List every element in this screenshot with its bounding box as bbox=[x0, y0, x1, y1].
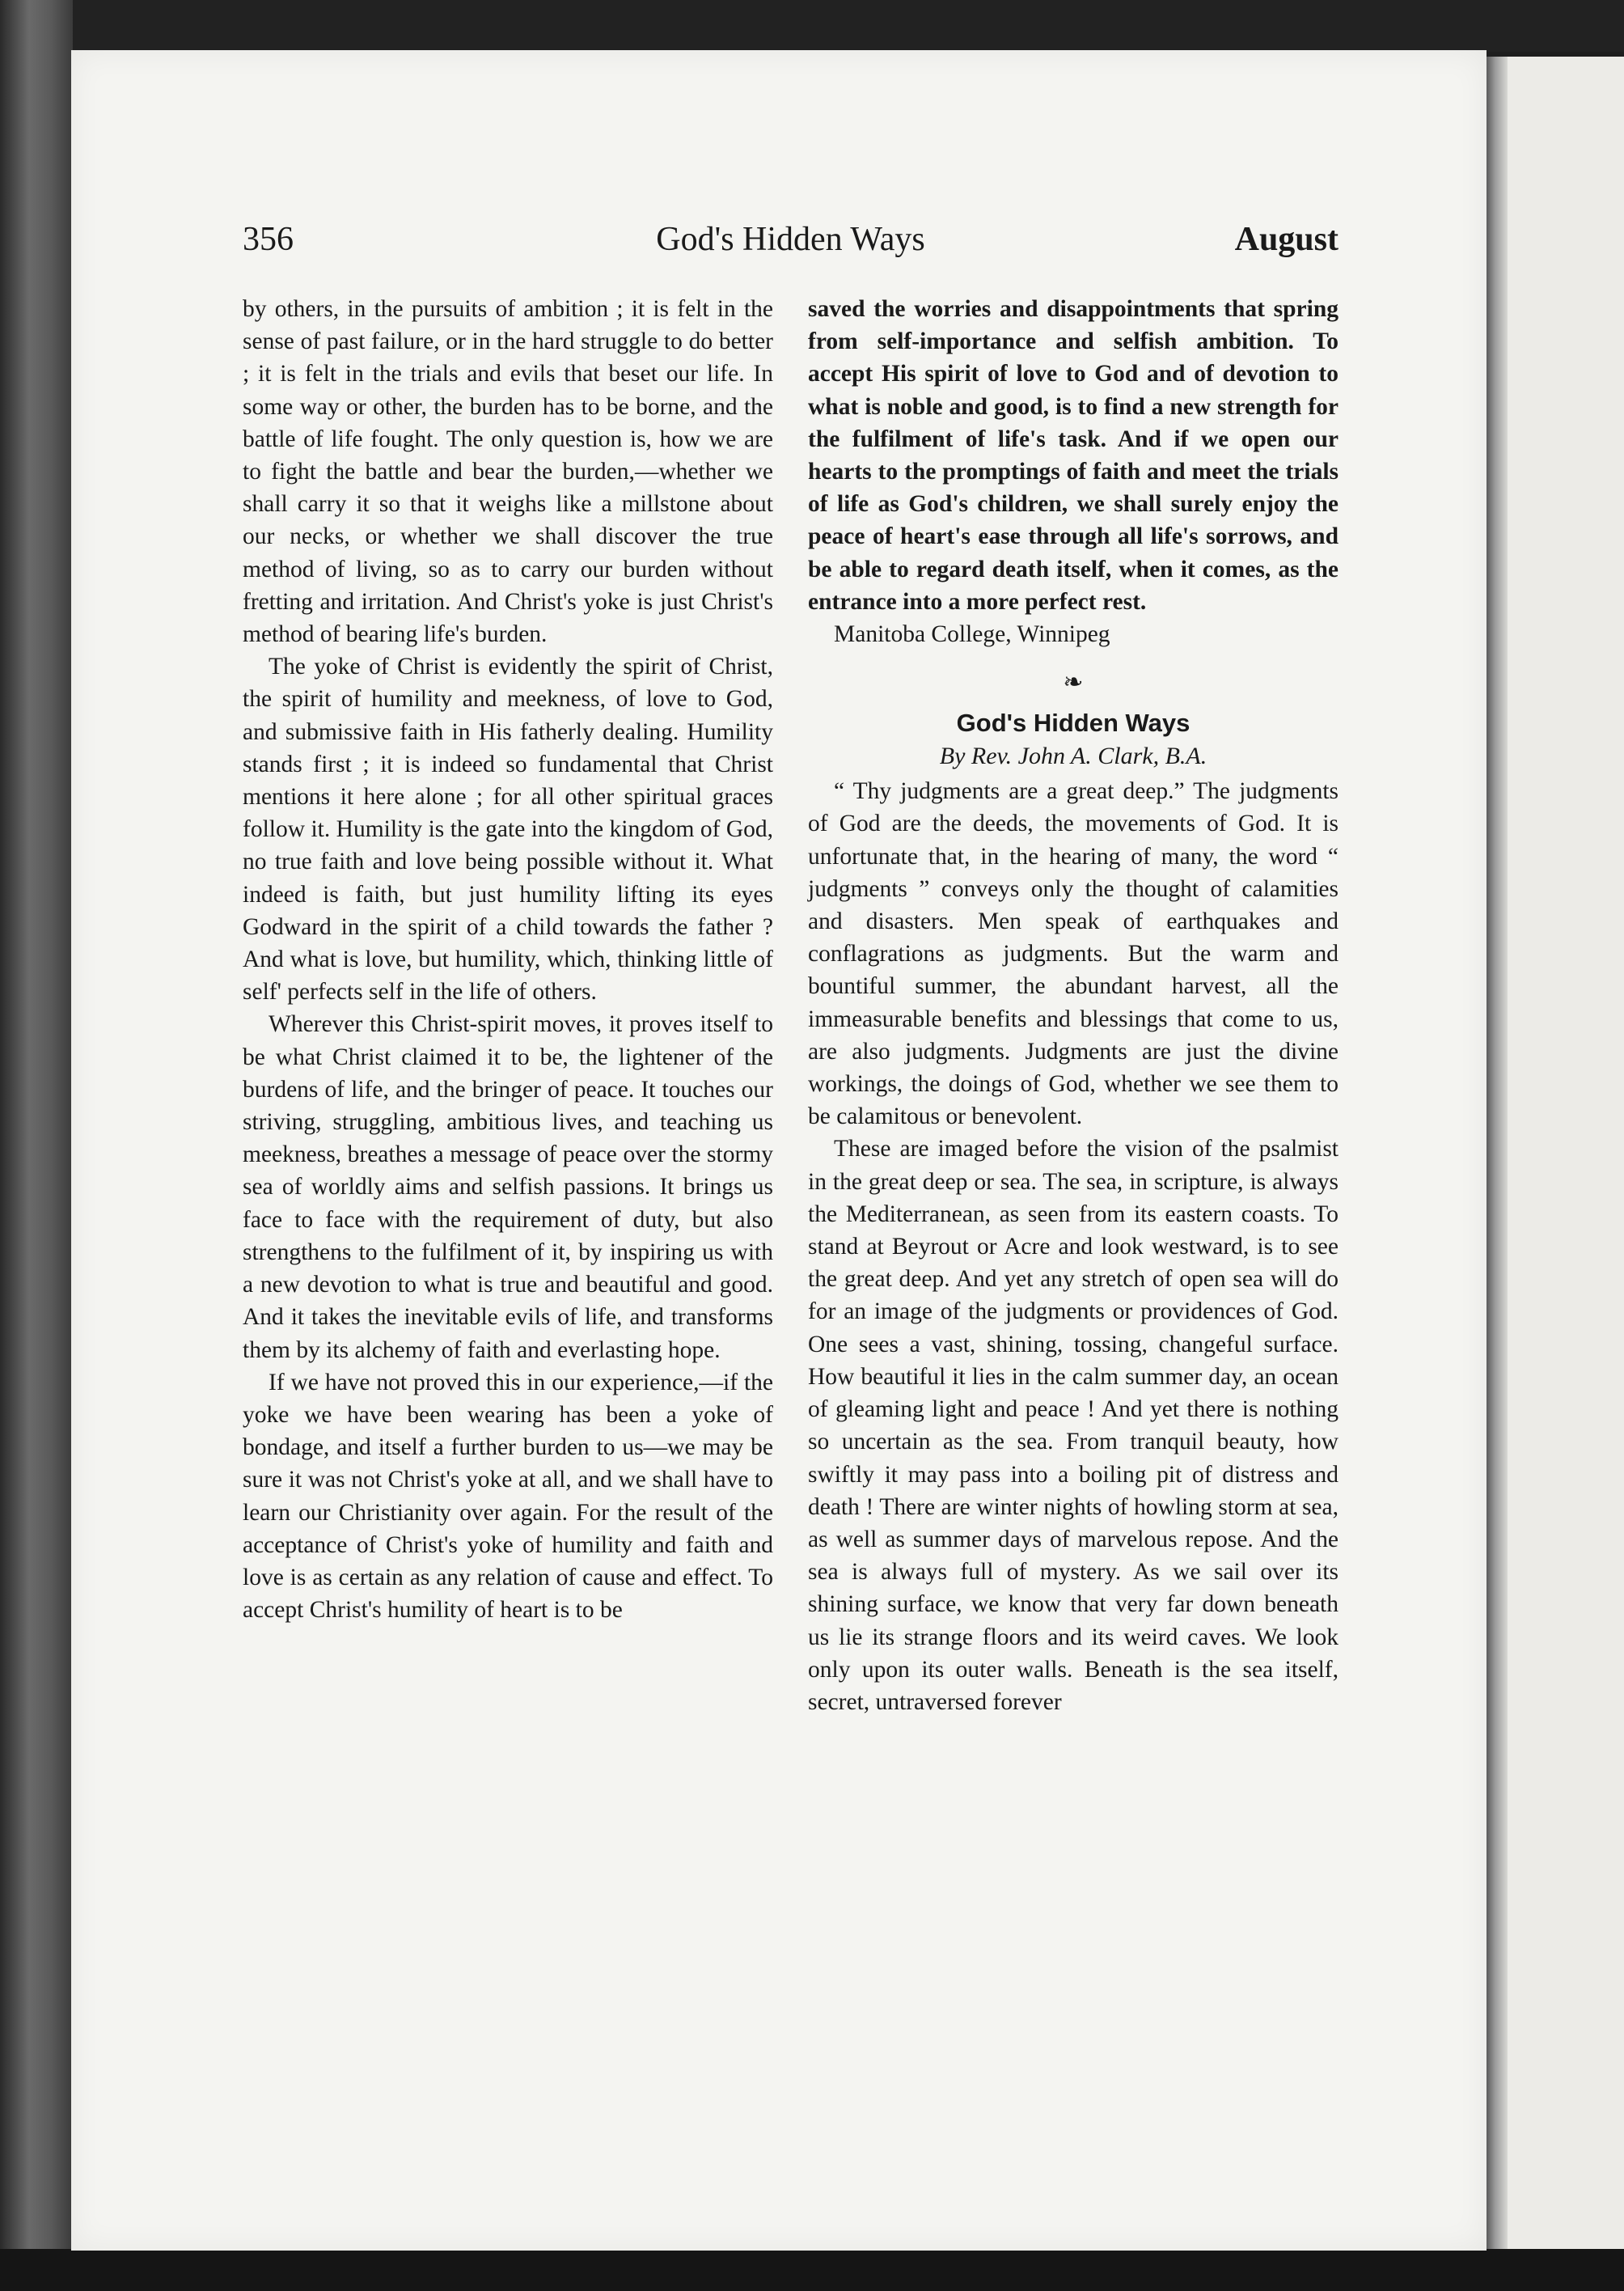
paragraph: These are imaged before the vision of the psalmist in the great deep or sea. The sea, in scripture, is always the Mediterranean, as seen from its eastern coasts. To stand at Beyrout or Acre and look westward, is to see the great deep. And yet any stretch of open sea will do for an image of the judgments or providences of God. One sees a vast, shining, tossing, changeful surface. How beautiful it lies in the calm summer day, an ocean of gleaming light and peace ! And yet there is nothing so uncertain as the sea. From tranquil beauty, how swiftly it may pass into a boiling pit of distress and death ! There are winter nights of howling storm at sea, as well as summer days of marvelous repose. And the sea is always full of mystery. As we sail over its shining surface, we know that very far down beneath us lie its strange floors and its weird caves. We look only upon its outer walls. Beneath is the sea itself, secret, untraversed forever bbox=[808, 1136, 1339, 1715]
paragraph: The yoke of Christ is evidently the spirit of Christ, the spirit of humility and meekness, of love to God, and submissive faith in His fatherly dealing. Humility stands first ; it is indeed so fundamental that Christ mentions it here alone ; for all other spiritual graces follow it. Humility is the gate into the kingdom of God, no true faith and love being possible without it. What indeed is faith, but just humility lifting its eyes Godward in the spirit of a child towards the father ? And what is love, but humility, which, thinking little of self' perfects self in the life of others. bbox=[243, 654, 773, 1006]
book-spine-shadow bbox=[1487, 57, 1508, 2251]
paragraph: “ Thy judgments are a great deep.” The judgments of God are the deeds, the movements of God. It is unfortunate that, in the hearing of many, the word “ judgments ” conveys only the thought of calamities and disasters. Men speak of earthquakes and conflagrations as judgments. But the warm and bountiful summer, the abundant harvest, all the immeasurable benefits and blessings that come to us, are also judgments. Judgments are just the divine workings, the doings of God, whether we see them to be calamitous or benevolent. bbox=[808, 778, 1339, 1130]
paragraph: by others, in the pursuits of ambition ; it is felt in the sense of past failure, or in the hard struggle to do better ; it is felt in the trials and evils that beset our life. In some way or other, the burden has to be borne, and the battle of life fought. The only question is, how we are to fight the battle and bear the burden,—whether we shall carry it so that it weighs like a millstone about our necks, or whether we shall discover the true method of living, so as to carry our burden without fretting and irritation. And Christ's yoke is just Christ's method of bearing life's burden. bbox=[243, 296, 773, 648]
byline: By Rev. John A. Clark, B.A. bbox=[939, 743, 1207, 770]
scan-top-border bbox=[0, 0, 1624, 52]
running-month: August bbox=[1234, 221, 1339, 258]
running-title: God's Hidden Ways bbox=[656, 221, 925, 258]
book-page-edges bbox=[0, 0, 73, 2291]
article-title: God's Hidden Ways bbox=[956, 709, 1191, 738]
page-number: 356 bbox=[243, 221, 294, 258]
left-column bbox=[243, 293, 773, 1626]
paragraph: If we have not proved this in our experience,—if the yoke we have been wearing has been a yoke of bondage, and itself a further burden to us—we may be sure it was not Christ's yoke at all, and we shall have to learn our Christianity over again. For the result of the acceptance of Christ's yoke of humility and faith and love is as certain as any relation of cause and effect. To accept Christ's humility of heart is to be bbox=[243, 1369, 773, 1624]
author-affiliation: Manitoba College, Winnipeg bbox=[834, 621, 1110, 648]
scan-bottom-border bbox=[0, 2249, 1624, 2291]
right-column bbox=[808, 293, 1339, 1718]
paragraph: Wherever this Christ-spirit moves, it proves itself to be what Christ claimed it to be, the lightener of the burdens of life, and the bringer of peace. It touches our striving, struggling, ambitious lives, and teaching us meekness, breathes a message of peace over the stormy sea of worldly aims and selfish passions. It brings us face to face with the requirement of duty, but also strengthens to the fulfilment of it, by inspiring us with a new devotion to what is true and beautiful and good. And it takes the inevitable evils of life, and transforms them by its alchemy of faith and everlasting hope. bbox=[243, 1011, 773, 1363]
fleuron-ornament-icon: ❧ bbox=[1063, 669, 1084, 697]
running-header bbox=[243, 220, 1339, 269]
paragraph: saved the worries and disappointments that spring from self-importance and selfish ambition. To accept His spirit of love to God and of devotion to what is noble and good, is to find a new strength for the fulfilment of life's task. And if we open our hearts to the promptings of faith and meet the trials of life as God's children, we shall surely enjoy the peace of heart's ease through all life's sorrows, and be able to regard death itself, when it comes, as the entrance into a more perfect rest. bbox=[808, 296, 1339, 615]
